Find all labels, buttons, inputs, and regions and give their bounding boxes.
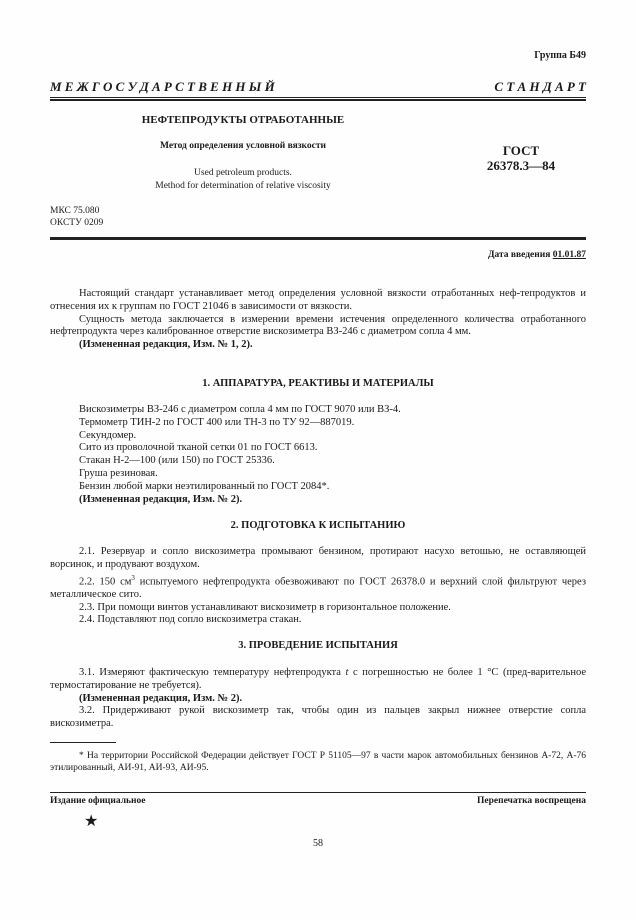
gost-label: ГОСТ	[502, 143, 540, 158]
section-heading: 1. АППАРАТУРА, РЕАКТИВЫ И МАТЕРИАЛЫ	[202, 378, 434, 389]
equipment-list	[50, 404, 586, 506]
list-item: Груша резиновая.	[79, 467, 158, 479]
page-number: 58	[313, 838, 323, 849]
banner-right: С Т А Н Д А Р Т	[494, 79, 586, 94]
footnote-separator	[50, 742, 116, 743]
star-icon: ★	[84, 811, 99, 830]
list-item: Вискозиметры ВЗ-246 с диаметром сопла 4 мм по ГОСТ 9070 или ВЗ-4.	[79, 404, 401, 415]
clause-paragraph: 2.2. 150 $см^3$ испытуемого нефтепродукта обезвоживают по ГОСТ 26378.0 и верхний слой фильтруют через металлическое сито.	[50, 573, 586, 600]
list-item: Стакан Н-2—100 (или 150) по ГОСТ 25336.	[79, 455, 275, 467]
list-item: Секундомер.	[79, 429, 137, 441]
intro-date-value: 01.01.87	[552, 250, 586, 260]
footnote	[50, 750, 586, 775]
preparation-block	[50, 546, 586, 627]
intro-paragraph: Настоящий стандарт устанавливает метод определения условной вязкости отработанных неф-тепродуктов и отнесения их к группам по ГОСТ 21046 в зависимости от вязкости.	[50, 288, 586, 312]
edition-label: Издание официальное	[50, 796, 146, 806]
testing-block	[50, 667, 586, 731]
intro-date	[488, 250, 586, 260]
standard-banner	[50, 79, 586, 95]
document-title: НЕФТЕПРОДУКТЫ ОТРАБОТАННЫЕ	[141, 114, 345, 126]
reprint-label: Перепечатка воспрещена	[476, 796, 586, 806]
divider	[50, 792, 586, 793]
title-english-line-2: Method for determination of relative viscosity	[155, 181, 331, 191]
gost-number: 26378.3—84	[486, 158, 556, 173]
document-subtitle: Метод определения условной вязкости	[159, 141, 327, 151]
title-english-line-1: Used petroleum products.	[194, 168, 292, 178]
banner-left: М Е Ж Г О С У Д А Р С Т В Е Н Н Ы Й	[50, 79, 275, 94]
intro-paragraph: Сущность метода заключается в измерении времени истечения определенного количества отработанного нефтепродукта через калиброванное отверстие вискозиметра ВЗ-246 с диаметром сопла 4 мм.	[50, 313, 586, 338]
clause-paragraph: 3.2. Придерживают рукой вискозиметр так, чтобы один из пальцев закрыл нижнее отверстие сопла вискозиметра.	[50, 705, 586, 730]
divider	[50, 99, 586, 101]
divider	[50, 97, 586, 98]
okstu-code: ОКСТУ 0209	[50, 218, 104, 228]
clause-paragraph: 2.4. Подставляют под сопло вискозиметра стакан.	[79, 614, 302, 626]
edit-note: (Измененная редакция, Изм. № 1, 2).	[79, 339, 253, 351]
edit-note: (Измененная редакция, Изм. № 2).	[79, 692, 243, 704]
clause-paragraph: 2.3. При помощи винтов устанавливают вискозиметр в горизонтальное положение.	[79, 601, 451, 613]
list-item: Сито из проволочной тканой сетки 01 по ГОСТ 6613.	[79, 442, 318, 454]
list-item: Термометр ТИН-2 по ГОСТ 400 или ТН-3 по ТУ 92—887019.	[79, 416, 355, 428]
mks-code: МКС 75.080	[50, 206, 100, 216]
footnote-text: * На территории Российской Федерации действует ГОСТ Р 51105—97 в части марок автомобильных бензинов А-72, А-76 этилированный, АИ-91, АИ-93, АИ-95.	[50, 751, 586, 774]
intro-date-label: Дата введения	[487, 250, 551, 260]
edit-note: (Измененная редакция, Изм. № 2).	[79, 493, 243, 505]
section-heading: 3. ПРОВЕДЕНИЕ ИСПЫТАНИЯ	[238, 640, 398, 651]
clause-paragraph: 2.1. Резервуар и сопло вискозиметра промывают бензином, протирают насухо ветошью, не оставляющей ворсинок, и продувают воздухом.	[50, 546, 586, 570]
section-heading: 2. ПОДГОТОВКА К ИСПЫТАНИЮ	[230, 520, 406, 531]
group-label: Группа Б49	[534, 50, 586, 61]
divider	[50, 239, 586, 240]
intro-block	[50, 288, 586, 352]
clause-paragraph: 3.1. Измеряют фактическую температуру нефтепродукта t с погрешностью не более 1 °С (пред-варительное термостатирование не требуется).	[50, 667, 586, 691]
list-item: Бензин любой марки неэтилированный по ГОСТ 2084*.	[79, 480, 330, 492]
